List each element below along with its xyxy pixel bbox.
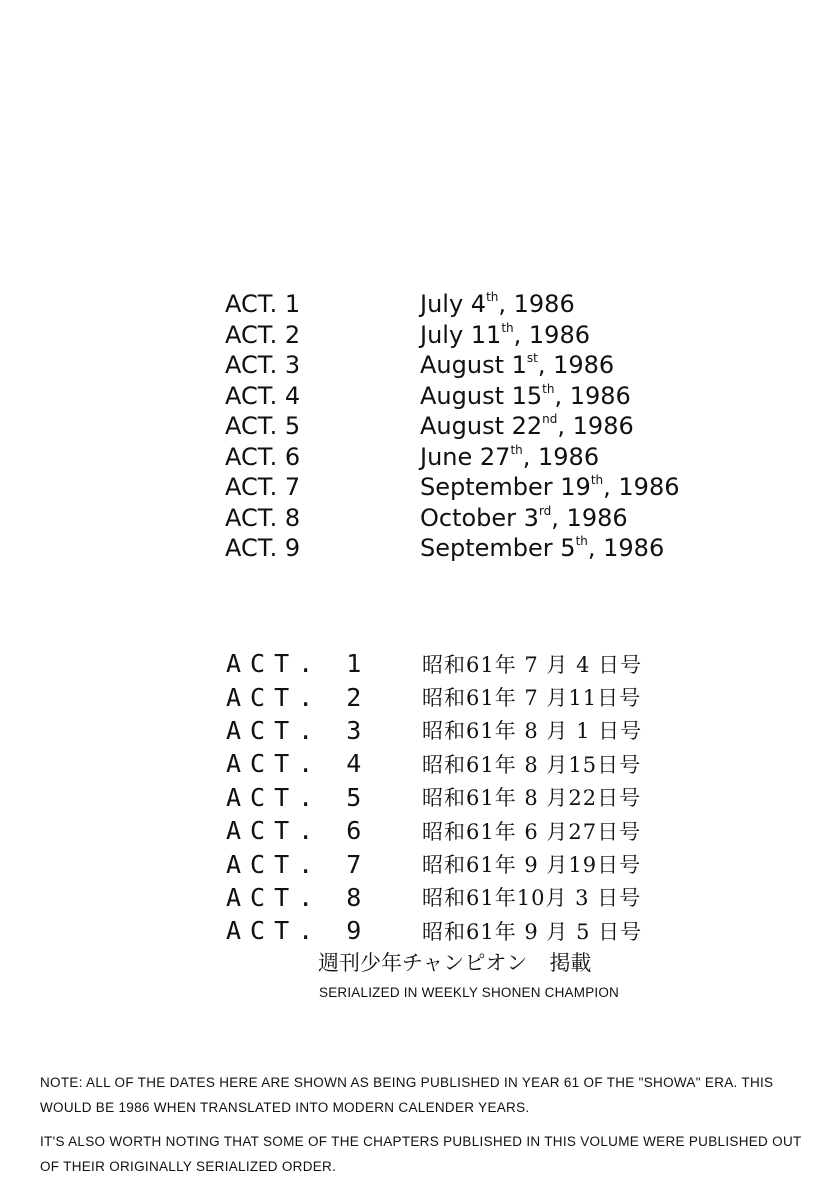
serialization-note: 掲載 (549, 951, 592, 975)
english-schedule-row (225, 472, 745, 503)
act-label: ACT. 5 (225, 412, 301, 441)
publication-date: June 27th, 1986 (420, 442, 600, 471)
english-schedule-row (225, 289, 745, 320)
act-label: ACT. 1 (226, 649, 371, 679)
act-label: ACT. 4 (225, 381, 301, 410)
act-label: ACT. 4 (226, 749, 371, 779)
publication-date: 昭和61年 9 月 5 日号 (422, 919, 643, 944)
japanese-schedule-row (226, 914, 656, 947)
publication-date: 昭和61年 8 月22日号 (422, 786, 642, 811)
act-label: ACT. 5 (226, 782, 371, 812)
publication-date: October 3rd, 1986 (420, 503, 628, 532)
japanese-schedule-row (226, 847, 656, 880)
publication-date: 昭和61年 8 月 1 日号 (422, 719, 643, 744)
japanese-schedule-row (226, 814, 656, 847)
japanese-schedule-row (226, 647, 656, 680)
act-label: ACT. 7 (225, 473, 301, 502)
japanese-schedule-row (226, 714, 656, 747)
publication-date: August 22nd, 1986 (420, 412, 634, 441)
act-label: ACT. 6 (226, 816, 371, 846)
english-schedule-row (225, 442, 745, 473)
publication-date: 昭和61年 7 月11日号 (422, 686, 642, 711)
publication-date: 昭和61年 8 月15日号 (422, 752, 642, 777)
act-label: ACT. 1 (225, 290, 301, 319)
publication-date: 昭和61年 9 月19日号 (422, 853, 642, 878)
act-label: ACT. 3 (225, 351, 301, 380)
japanese-schedule-row (226, 881, 656, 914)
publication-date: July 11th, 1986 (420, 320, 590, 349)
publication-date: 昭和61年10月 3 日号 (422, 886, 642, 911)
act-label: ACT. 2 (225, 320, 301, 349)
japanese-serialization-credit (318, 947, 591, 977)
act-label: ACT. 9 (226, 916, 371, 946)
act-label: ACT. 7 (226, 849, 371, 879)
english-schedule-row (225, 320, 745, 351)
publication-date: August 15th, 1986 (420, 381, 631, 410)
publication-date: September 5th, 1986 (420, 534, 665, 563)
act-label: ACT. 9 (225, 534, 301, 563)
japanese-schedule-row (226, 781, 656, 814)
publication-date: 昭和61年 7 月 4 日号 (422, 652, 643, 677)
english-schedule (225, 289, 745, 564)
english-schedule-row (225, 503, 745, 534)
japanese-schedule (226, 647, 656, 948)
act-label: ACT. 6 (225, 442, 301, 471)
publication-date: August 1st, 1986 (420, 351, 615, 380)
english-schedule-row (225, 533, 745, 564)
magazine-name: 週刊少年チャンピオン (318, 951, 528, 975)
act-label: ACT. 2 (226, 682, 371, 712)
japanese-schedule-row (226, 680, 656, 713)
publication-date: 昭和61年 6 月27日号 (422, 819, 642, 844)
english-schedule-row (225, 411, 745, 442)
english-schedule-row (225, 381, 745, 412)
japanese-schedule-row (226, 747, 656, 780)
act-label: ACT. 8 (226, 882, 371, 912)
english-serialization-credit: SERIALIZED IN WEEKLY SHONEN CHAMPION (319, 985, 620, 1000)
publication-date: July 4th, 1986 (420, 290, 575, 319)
english-schedule-row (225, 350, 745, 381)
note-paragraph: IT'S ALSO WORTH NOTING THAT SOME OF THE CHAPTERS PUBLISHED IN THIS VOLUME WERE PUBLISHED OUT OF THEIR ORIGINALLY SERIALIZED ORDER. (40, 1134, 802, 1174)
act-label: ACT. 8 (225, 503, 301, 532)
translator-notes (40, 1070, 820, 1188)
note-paragraph: NOTE: ALL OF THE DATES HERE ARE SHOWN AS BEING PUBLISHED IN YEAR 61 OF THE "SHOWA" ERA. THIS WOULD BE 1986 WHEN TRANSLATED INTO MODERN CALENDER YEARS. (40, 1075, 774, 1115)
act-label: ACT. 3 (226, 715, 371, 745)
publication-date: September 19th, 1986 (420, 473, 680, 502)
